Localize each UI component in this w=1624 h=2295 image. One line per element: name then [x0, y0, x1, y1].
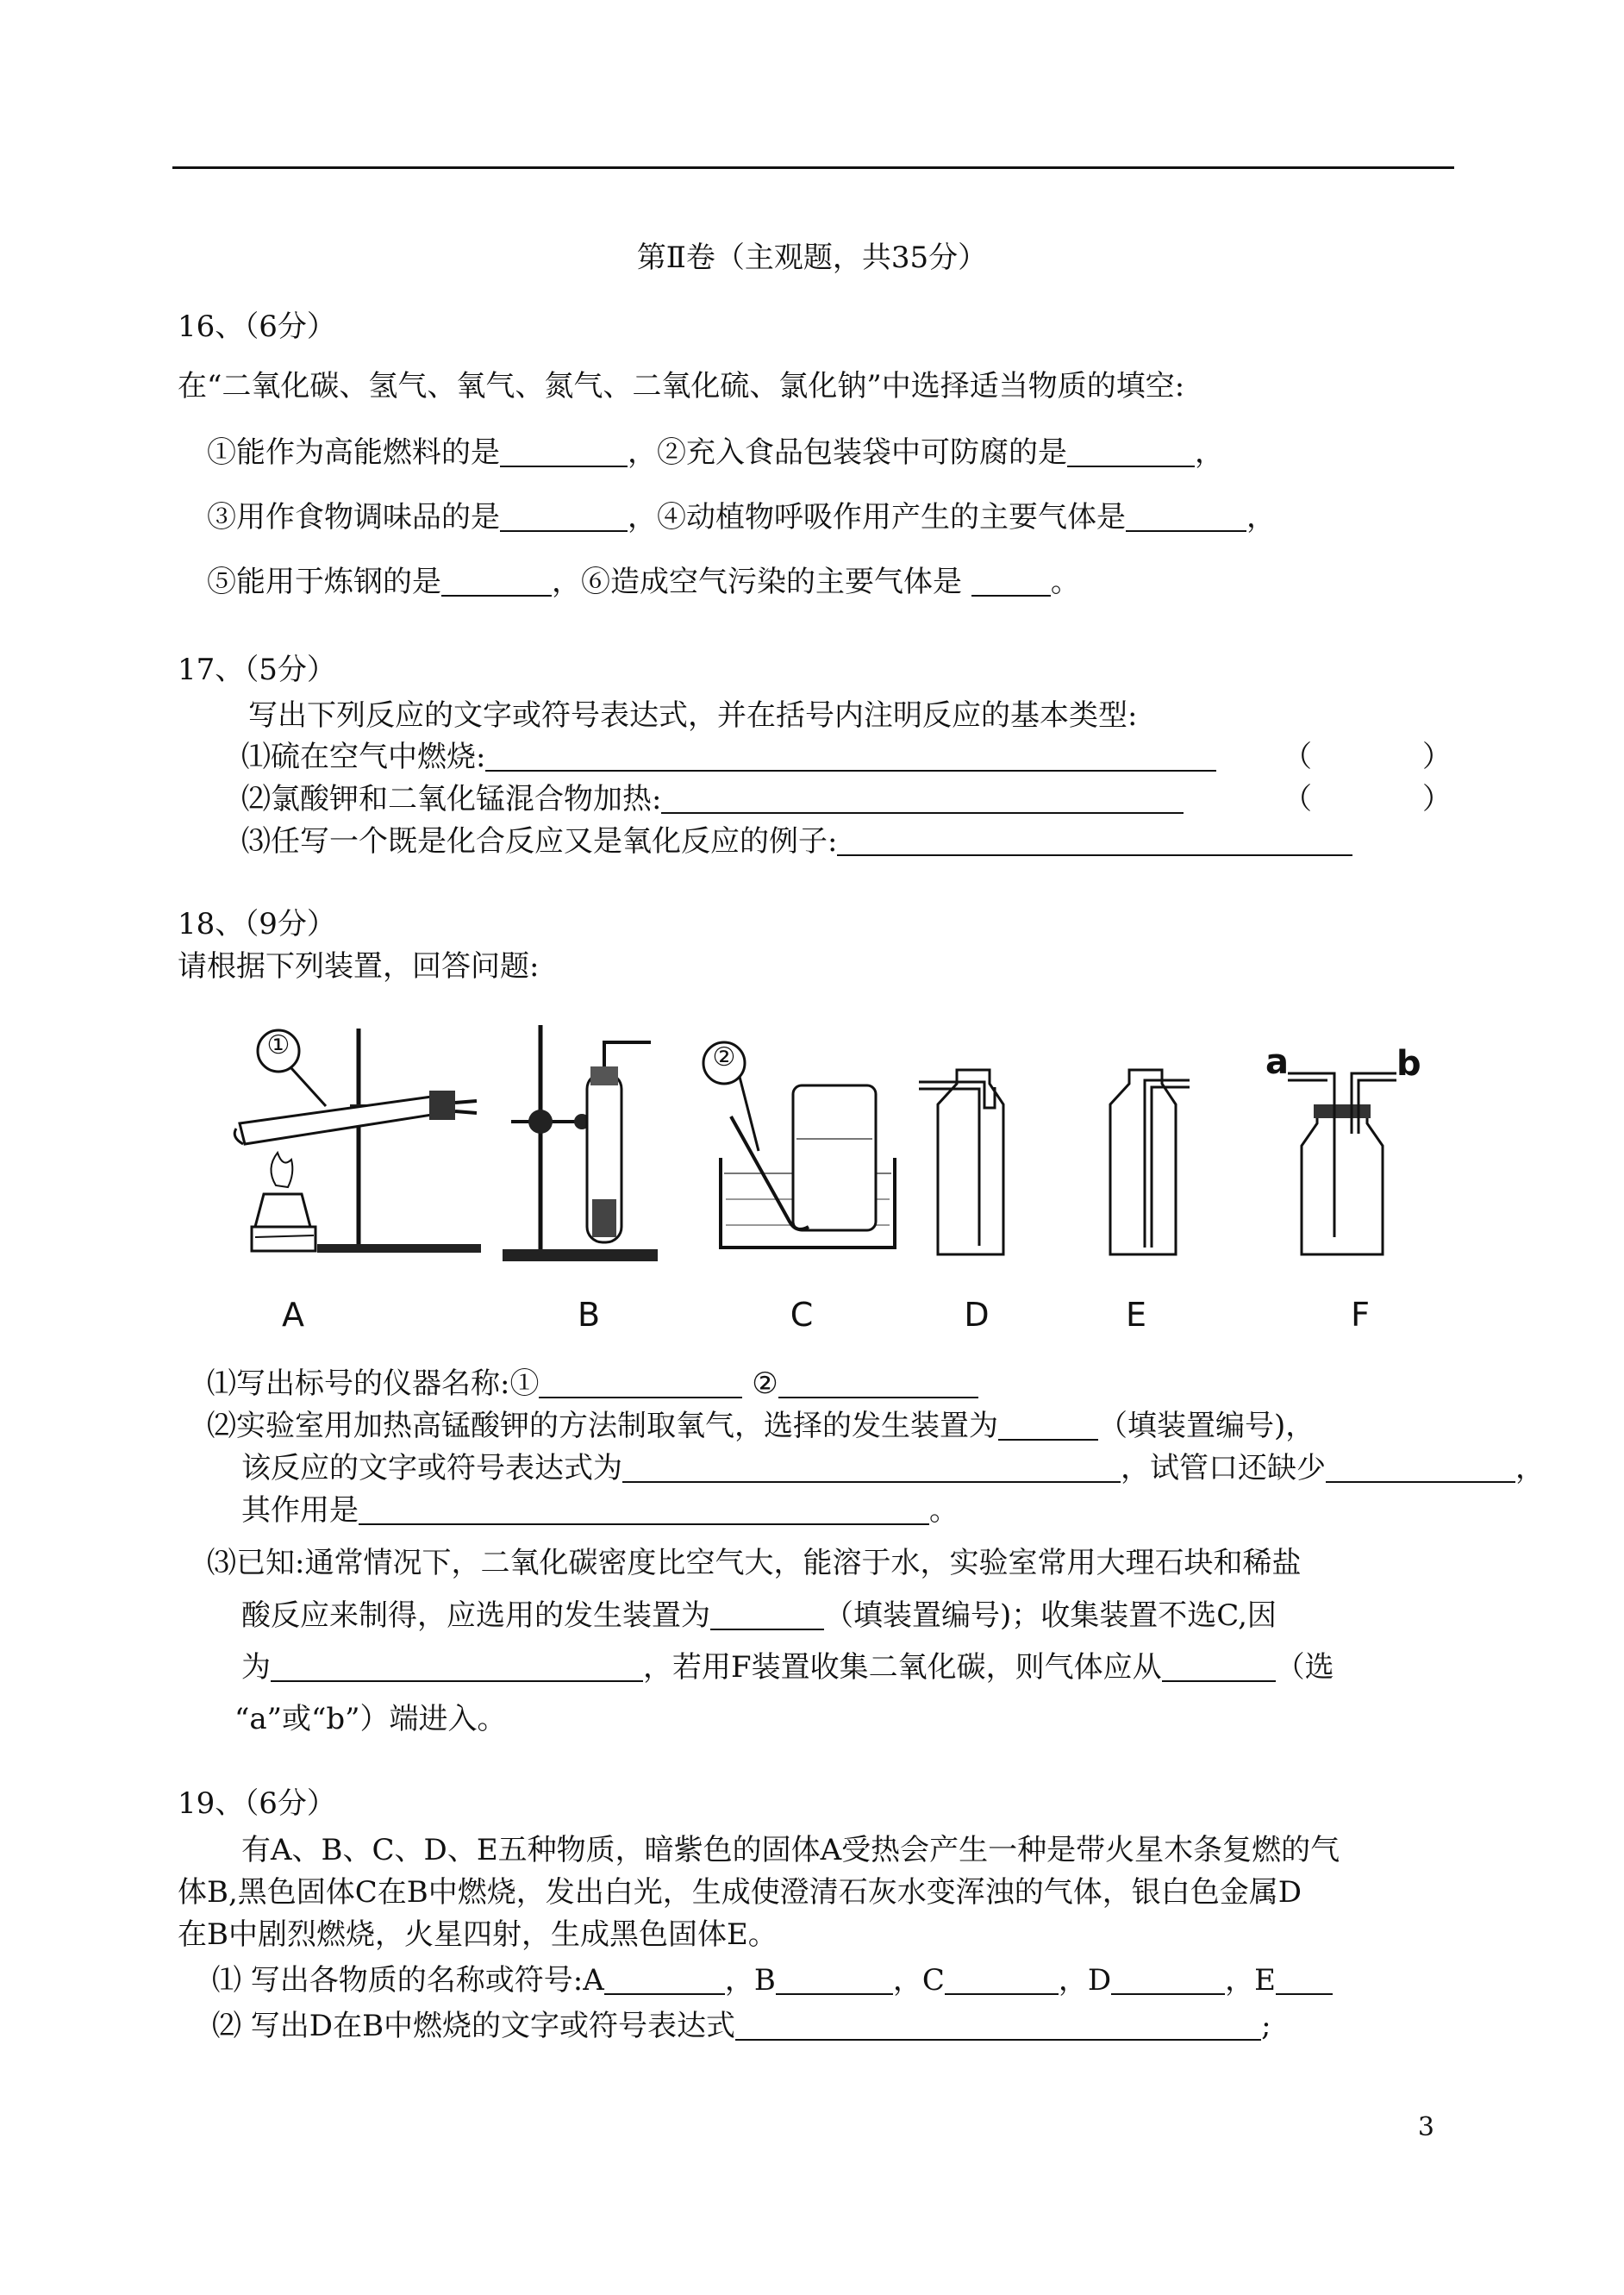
instrument-mark-2: ②	[712, 1042, 736, 1072]
q18-sub-2	[207, 1407, 1315, 1445]
q17-heading: 17、（5分）	[178, 653, 336, 687]
answer-blank[interactable]	[735, 2010, 1261, 2041]
q18-sub-2-text: ⑵实验室用加热高锰酸钾的方法制取氧气，选择的发生装置为	[207, 1409, 998, 1443]
punct: ，	[1195, 435, 1224, 470]
q16-stem: 在“二氧化碳、氢气、氧气、氮气、二氧化硫、氯化钠”中选择适当物质的填空:	[178, 369, 1185, 403]
apparatus-f	[1265, 1022, 1421, 1289]
q18-heading: 18、（9分）	[178, 907, 336, 941]
punct: 。	[1050, 565, 1080, 599]
answer-blank[interactable]	[485, 741, 1216, 772]
q19-sub-2	[212, 2007, 1271, 2045]
answer-blank[interactable]	[776, 1964, 893, 1995]
answer-blank[interactable]	[945, 1964, 1059, 1995]
q18-sub-2-purpose	[241, 1491, 959, 1529]
q16-line-3	[207, 563, 1080, 601]
punct: ，	[1246, 500, 1276, 535]
answer-blank[interactable]	[837, 825, 1352, 856]
q19-heading: 19、（6分）	[178, 1786, 336, 1821]
q18-sub-3-text-d: 为	[241, 1650, 271, 1685]
q19-sub-1-text-d: ，D	[1058, 1963, 1112, 1998]
q18-sub-2-text-b: （填装置编号)，	[1098, 1409, 1315, 1443]
answer-blank[interactable]	[998, 1410, 1098, 1441]
q18-sub-3-text-e: ，若用F装置收集二氧化碳，则气体应从	[643, 1650, 1162, 1685]
q17-item-1	[241, 738, 1216, 776]
apparatus-figure	[231, 1022, 1421, 1349]
q17-item-2	[241, 780, 1184, 818]
q19-sub-1-text-c: ，C	[892, 1963, 945, 1998]
q18-sub-3: ⑶已知:通常情况下，二氧化碳密度比空气大，能溶于水，实验室常用大理石块和稀盐	[207, 1546, 1302, 1580]
q19-sub-1-text: ⑴ 写出各物质的名称或符号:A	[212, 1963, 604, 1998]
q19-para-1: 有A、B、C、D、E五种物质，暗紫色的固体A受热会产生一种是带火星木条复燃的气	[241, 1833, 1340, 1867]
q19-sub-1	[212, 1961, 1333, 1999]
answer-blank[interactable]	[539, 1367, 742, 1398]
q18-sub-3-port: “a”或“b”）端进入。	[234, 1702, 507, 1736]
port-b-label: b	[1396, 1044, 1421, 1084]
q17-stem: 写出下列反应的文字或符号表达式，并在括号内注明反应的基本类型:	[248, 698, 1138, 733]
q18-sub-1	[207, 1365, 978, 1403]
answer-blank[interactable]	[1326, 1452, 1515, 1483]
answer-blank[interactable]	[1126, 501, 1246, 532]
apparatus-d	[912, 1022, 1041, 1289]
answer-blank[interactable]	[604, 1964, 725, 1995]
apparatus-label-a: A	[282, 1296, 304, 1334]
q18-stem: 请根据下列装置，回答问题:	[178, 949, 540, 984]
answer-blank[interactable]	[500, 436, 628, 467]
answer-blank[interactable]	[1276, 1964, 1333, 1995]
answer-blank[interactable]	[778, 1367, 978, 1398]
q16-line-1	[207, 434, 1224, 472]
q16-line-2	[207, 498, 1276, 536]
type-paren-close: ）	[1422, 740, 1452, 774]
q18-sub-3-cont	[241, 1597, 1277, 1635]
q16-heading: 16、（6分）	[178, 310, 336, 344]
type-paren-close: ）	[1422, 782, 1452, 816]
q18-sub-3-text-b: 酸反应来制得，应选用的发生装置为	[241, 1598, 710, 1633]
q18-sub-3-text-c: （填装置编号)；收集装置不选C,因	[824, 1598, 1277, 1633]
answer-blank[interactable]	[359, 1494, 929, 1525]
apparatus-label-b: B	[577, 1296, 601, 1334]
answer-blank[interactable]	[661, 783, 1184, 814]
q18-sub-1-text: ⑴写出标号的仪器名称:①	[207, 1366, 540, 1401]
q16-prompt-6: ，⑥造成空气污染的主要气体是	[552, 565, 971, 599]
answer-blank[interactable]	[500, 501, 628, 532]
q19-sub-2-text: ⑵ 写出D在B中燃烧的文字或符号表达式	[212, 2009, 736, 2043]
apparatus-label-f: F	[1351, 1296, 1370, 1334]
q18-sub-3-reason	[241, 1648, 1334, 1686]
apparatus-b	[503, 1022, 675, 1289]
q16-prompt-5: ⑤能用于炼钢的是	[207, 565, 441, 599]
answer-blank[interactable]	[622, 1452, 1121, 1483]
q16-prompt-3: ③用作食物调味品的是	[207, 500, 500, 535]
q17-item-1-text: ⑴硫在空气中燃烧:	[241, 740, 486, 774]
answer-blank[interactable]	[271, 1651, 643, 1682]
port-a-label: a	[1265, 1042, 1289, 1082]
section-title: 第Ⅱ卷（主观题，共35分）	[636, 241, 988, 275]
q17-item-3	[241, 822, 1352, 860]
apparatus-d-drawing	[912, 1022, 1041, 1289]
q17-item-2-text: ⑵氯酸钾和二氧化锰混合物加热:	[241, 782, 662, 816]
q19-sub-1-text-e: ，E	[1225, 1963, 1276, 1998]
answer-blank[interactable]	[1111, 1964, 1225, 1995]
q18-sub-2-text-f: 其作用是	[241, 1493, 359, 1528]
answer-blank[interactable]	[441, 566, 552, 597]
q19-sub-1-text-b: ，B	[724, 1963, 776, 1998]
punct: ，	[1515, 1451, 1545, 1485]
punct: ;	[1261, 2009, 1271, 2043]
q19-para-2: 体B,黑色固体C在B中燃烧，发出白光，生成使澄清石灰水变浑浊的气体，银白色金属D	[178, 1875, 1302, 1910]
q18-sub-1-text-b: ②	[742, 1366, 778, 1401]
type-paren-open: （	[1283, 782, 1312, 816]
punct: 。	[929, 1493, 959, 1528]
apparatus-label-d: D	[964, 1296, 990, 1334]
instrument-mark-1: ①	[266, 1030, 290, 1060]
q18-sub-2-text-c: 该反应的文字或符号表达式为	[241, 1451, 622, 1485]
apparatus-label-e: E	[1125, 1296, 1146, 1334]
answer-blank[interactable]	[971, 566, 1051, 597]
apparatus-a-drawing	[231, 1022, 481, 1289]
answer-blank[interactable]	[710, 1599, 824, 1630]
apparatus-a	[231, 1022, 481, 1289]
q16-prompt-1: ①能作为高能燃料的是	[207, 435, 500, 470]
q18-sub-2-cont	[241, 1449, 1545, 1487]
header-rule	[172, 166, 1454, 169]
type-paren-open: （	[1283, 740, 1312, 774]
apparatus-b-drawing	[503, 1022, 675, 1289]
apparatus-e-drawing	[1084, 1022, 1214, 1289]
answer-blank[interactable]	[1067, 436, 1195, 467]
q18-sub-3-text-f: （选	[1275, 1650, 1334, 1685]
q17-item-3-text: ⑶任写一个既是化合反应又是氧化反应的例子:	[241, 824, 838, 859]
q16-prompt-4: ，④动植物呼吸作用产生的主要气体是	[628, 500, 1126, 535]
answer-blank[interactable]	[1162, 1651, 1276, 1682]
q18-sub-2-text-d: ，试管口还缺少	[1121, 1451, 1326, 1485]
apparatus-label-c: C	[790, 1296, 814, 1334]
apparatus-c	[696, 1022, 903, 1289]
q16-prompt-2: ，②充入食品包装袋中可防腐的是	[628, 435, 1067, 470]
q19-para-3: 在B中剧烈燃烧，火星四射，生成黑色固体E。	[178, 1917, 778, 1952]
apparatus-e	[1084, 1022, 1214, 1289]
page-number: 3	[1417, 2112, 1434, 2142]
